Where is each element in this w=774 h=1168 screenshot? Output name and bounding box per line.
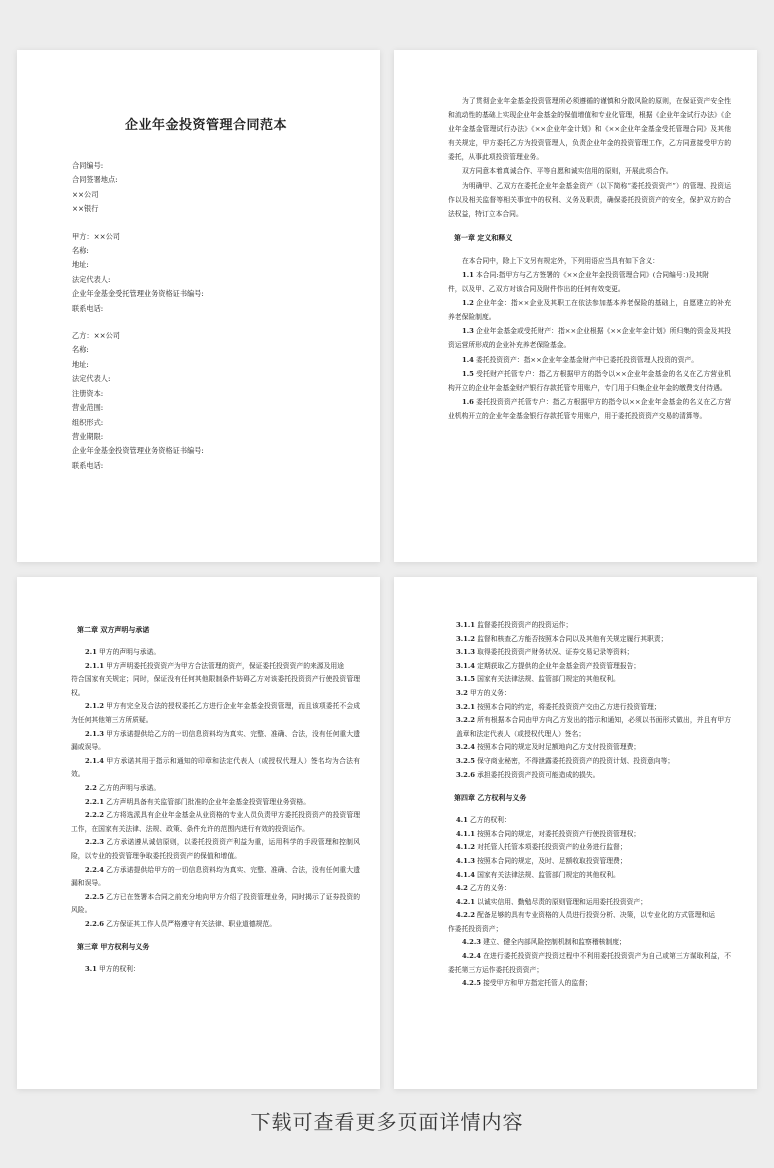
clause: 2.1.1 甲方声明委托投资资产为甲方合法管理的资产，保证委托投资资产的来源及用途: [85, 661, 344, 670]
clause: 4.2.4 在进行委托投资资产投资过程中不利用委托投资资产为自己或第三方谋取利益，不委托第三方运作委托投资资产；: [448, 952, 731, 974]
field-line: ××公司: [72, 189, 99, 199]
clause: 4.1.4 国家有关法律法规、监管部门规定的其他权利。: [456, 870, 620, 879]
clause: 3.2.1 按照本合同的约定，将委托投资资产交由乙方进行投资管理；: [456, 702, 661, 711]
chapter-intro: 在本合同中，除上下文另有规定外，下列用语应当具有如下含义：: [462, 256, 660, 265]
field-line: 乙方：××公司: [72, 331, 120, 341]
field-line: 地址:: [72, 359, 89, 369]
document-page-4: [394, 577, 757, 1089]
field-line: 企业年金基金投资管理业务资格证书编号:: [72, 446, 204, 456]
field-line: 名称:: [72, 246, 89, 256]
party-a-block: [72, 230, 360, 316]
clause: 2.2.5 乙方已在签署本合同之前充分地向甲方介绍了投资管理业务，同时揭示了证券投资的风险。: [71, 892, 360, 915]
chapter-heading: 第四章 乙方权利与义务: [454, 793, 527, 803]
chapter-heading: 第三章 甲方权利与义务: [77, 942, 150, 952]
field-line: 注册资本:: [72, 388, 104, 398]
field-line: 营业期限:: [72, 431, 104, 441]
clause: 2.1.4 甲方承诺其用于指示和通知的印章和法定代表人（或授权代理人）签名均为合法有效。: [71, 756, 360, 779]
document-title: 企业年金投资管理合同范本: [124, 118, 287, 133]
download-more-caption[interactable]: 下载可查看更多页面详情内容: [250, 1110, 524, 1134]
clause: 1.3 企业年金基金或受托财产：指××企业根据《××企业年金计划》所归集的资金及其投资运营所形成的企业补充养老保险基金。: [448, 327, 731, 350]
clause: 4.2.3 建立、健全内部风险控制机制和监察稽核制度；: [462, 938, 626, 947]
field-line: 联系电话:: [72, 460, 104, 470]
clause: 3.2.5 保守商业秘密，不得泄露委托投资资产的投资计划、投资意向等；: [456, 756, 675, 765]
clause: 2.2 乙方的声明与承诺。: [85, 783, 161, 792]
clause: 4.2.2 配备足够的具有专业资格的人员进行投资分析、决策，以专业化的方式管理和运: [456, 911, 715, 920]
document-page-3: [17, 577, 380, 1089]
clause: 4.1.2 对托管人托管本项委托投资资产的业务进行监督；: [456, 843, 627, 852]
field-line: 联系电话:: [72, 303, 104, 313]
field-line: ××银行: [72, 204, 99, 214]
chapter-heading: 第一章 定义和释义: [454, 232, 513, 242]
clause: 3.2.2 所有根据本合同由甲方向乙方发出的指示和通知，必须以书面形式做出，并且有甲方盖章和法定代表人（或授权代理人）签名；: [456, 716, 731, 738]
clause: 1.5 受托财产托管专户：指乙方根据甲方的指令以××企业年金基金的名义在乙方营业机构开立的企业年金基金财产银行存款托管专用账户，专门用于归集企业年金的缴费支付待遇。: [448, 369, 731, 392]
clause: 3.1.3 取得委托投资资产财务状况、证券交易记录等资料；: [456, 648, 634, 657]
clause: 4.2 乙方的义务：: [456, 884, 511, 893]
chapter-heading: 第二章 双方声明与承诺: [77, 625, 150, 634]
field-line: 法定代表人:: [72, 374, 111, 384]
contract-info-block: [72, 159, 360, 217]
clause: 2.1.3 甲方承诺提供给乙方的一切信息资料均为真实、完整、准确、合法，没有任何重大遗漏或误导。: [71, 729, 360, 752]
clause: 2.1.2 甲方有完全及合法的授权委托乙方进行企业年金基金投资管理，而且该项委托不会成为任何其他第三方所质疑。: [71, 702, 360, 724]
clause: 2.2.2 乙方将选派具有企业年金基金从业资格的专业人员负责甲方委托投资资产的投资管理工作，在国家有关法律、法规、政策、条件允许的范围内进行有效的投资运作。: [71, 811, 360, 833]
document-page-1: [17, 50, 380, 562]
clause-continued: 作委托投资资产；: [448, 924, 503, 933]
clause: 2.2.6 乙方保证其工作人员严格遵守有关法律、职业道德规范。: [85, 919, 277, 928]
field-line: 企业年金基金受托管理业务资格证书编号:: [72, 289, 204, 299]
field-line: 法定代表人:: [72, 274, 111, 284]
intro-paragraph: 为了贯彻企业年金基金投资管理所必须遵循的谨慎和分散风险的原则，在保证资产安全性和流动性的基础上实现企业年金基金的保值增值和专业化管理，根据《企业年金试行办法》《企业年金基金管理试行办法》《××企业年金计划》和《××企业年金基金受托管理合同》及其他有关规定，甲方委托乙方为投资管理人，负责企业年金的投资管理工作，乙方同意接受甲方的委托，从事此项投资管理业务。: [448, 97, 731, 162]
clause: 1.6 委托投资资产托管专户：指乙方根据甲方的指令以××企业年金基金的名义在乙方营业机构开立的企业年金基金银行存款托管专用账户，用于委托投资资产交易的清算等。: [448, 397, 731, 420]
clause: 2.2.3 乙方承诺遵从诚信原则，以委托投资资产利益为重，运用科学的手段管理和控制风险，以专业的投资管理争取委托投资资产的保值和增值。: [71, 838, 360, 860]
clause: 4.2.5 接受甲方和甲方指定托管人的监督；: [462, 979, 592, 988]
field-line: 甲方：××公司: [72, 231, 120, 241]
clause: 4.2.1 以诚实信用、勤勉尽责的原则管理和运用委托投资资产；: [456, 897, 648, 906]
clause: 4.1 乙方的权利：: [456, 816, 511, 825]
clause: 3.1 甲方的权利：: [85, 965, 140, 974]
clause: 3.2.4 按照本合同的规定及时足额地向乙方支付投资管理费；: [456, 743, 641, 752]
clause: 1.1 本合同:指甲方与乙方签署的《××企业年金投资管理合同》(合同编号：)及其附: [462, 270, 710, 279]
field-line: 合同编号:: [72, 161, 104, 170]
intro-paragraph: 为明确甲、乙双方在委托企业年金基金资产（以下简称“委托投资资产”）的管理、投资运作以及相关监督等相关事宜中的权利、义务及职责，确保委托投资资产的安全，保护双方的合法权益，特订立本合同。: [448, 181, 731, 218]
field-line: 名称:: [72, 345, 89, 355]
clause: 4.1.3 按照本合同的规定，及时、足额收取投资管理费；: [456, 856, 627, 865]
clause: 3.2.6 承担委托投资资产投资可能造成的损失。: [456, 770, 600, 779]
clause: 3.1.1 监督委托投资资产的投资运作；: [456, 621, 573, 629]
clause: 3.1.4 定期获取乙方提供的企业年金基金资产投资管理报告；: [456, 661, 641, 670]
intro-paragraph: 双方同意本着真诚合作、平等自愿和诚实信用的原则，开展此项合作。: [462, 167, 673, 176]
field-line: 组织形式:: [72, 417, 104, 427]
clause: 3.2 甲方的义务：: [456, 688, 511, 697]
clause: 2.2.4 乙方承诺提供给甲方的一切信息资料均为真实、完整、准确、合法，没有任何重大遗漏和误导。: [71, 865, 360, 888]
clause: 2.1 甲方的声明与承诺。: [85, 648, 161, 656]
field-line: 地址:: [72, 260, 89, 270]
clause: 1.4 委托投资资产：指××企业年金基金财产中已委托投资管理人投资的资产。: [462, 355, 699, 364]
clause: 1.2 企业年金：指××企业及其职工在依法参加基本养老保险的基础上，自愿建立的补充养老保险制度。: [448, 299, 731, 322]
field-line: 营业范围:: [72, 403, 104, 413]
clause: 2.2.1 乙方声明具备有关监管部门批准的企业年金基金投资管理业务资格。: [85, 797, 310, 806]
field-line: 合同签署地点:: [72, 175, 118, 185]
clause: 4.1.1 按照本合同的规定，对委托投资资产行使投资管理权；: [456, 829, 641, 838]
document-page-2: [394, 50, 757, 562]
clause-continued: 符合国家有关规定；同时，保证没有任何其他限制条件妨碍乙方对该委托投资资产行使投资管理权。: [71, 675, 360, 697]
clause-continued: 件，以及甲、乙双方对该合同及附件作出的任何有效变更。: [448, 285, 625, 294]
party-b-block: [72, 329, 360, 473]
clause: 3.1.5 国家有关法律法规、监管部门规定的其他权利。: [456, 675, 620, 684]
clause: 3.1.2 监督和核查乙方能否按照本合同以及其他有关规定履行其职责；: [456, 634, 668, 643]
